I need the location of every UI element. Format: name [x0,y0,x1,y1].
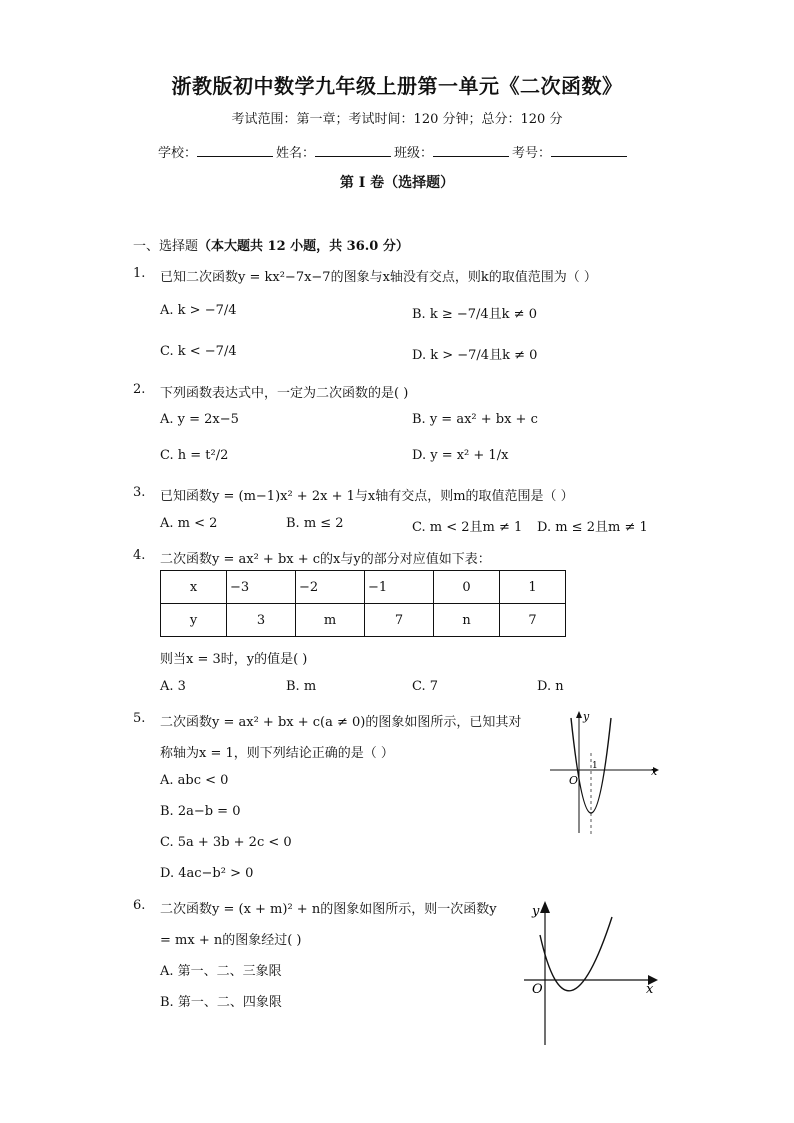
table-row [161,604,566,637]
y-axis-arrow-icon [576,711,582,718]
field-school [158,142,275,161]
q3-option-d: D. m ≤ 2且m ≠ 1 [537,520,648,535]
q1-option-c: C. k < −7/4 [160,344,237,359]
part-note: （本大题共 12 小题，共 36.0 分） [198,239,409,254]
q2-option-b: B. y = ax² + bx + c [412,412,538,427]
question-number: 5. [133,711,146,726]
q4-option-d: D. n [537,679,564,694]
q1-option-a: A. k > −7/4 [160,303,237,318]
field-class-label: 班级： [394,146,434,161]
q3-option-b: B. m ≤ 2 [286,516,344,531]
q4-followup: 则当x = 3时，y的值是( ) [160,652,308,667]
x-axis-label: x [646,982,654,997]
question-number: 2. [133,382,146,397]
origin-label: O [532,982,543,997]
q6-option-b: B. 第一、二、四象限 [160,995,282,1010]
question-number: 3. [133,485,146,500]
table-cell: 0 [434,571,500,604]
q5-option-c: C. 5a + 3b + 2c < 0 [160,835,292,850]
tick-label: 1 [592,761,598,771]
value-table [160,570,566,637]
page-title: 浙教版初中数学九年级上册第一单元《二次函数》 [171,74,623,98]
q6-parabola-graph [522,895,662,1050]
table-cell: m [296,604,365,637]
q3-option-c: C. m < 2且m ≠ 1 [412,520,523,535]
q5-option-a: A. abc < 0 [160,773,229,788]
table-cell: 7 [500,604,566,637]
question-1-text: 已知二次函数y = kx²−7x−7的图象与x轴没有交点，则k的取值范围为（ ） [160,270,597,285]
exam-info: 考试范围：第一章；考试时间：120 分钟；总分：120 分 [231,112,563,127]
question-number: 6. [133,898,146,913]
table-cell: 1 [500,571,566,604]
q4-option-b: B. m [286,679,317,694]
table-cell: −2 [296,571,365,604]
question-6-line1: 二次函数y = (x + m)² + n的图象如图所示，则一次函数y [160,902,497,917]
volume-heading: 第 I 卷（选择题） [339,175,455,191]
table-cell: −1 [365,571,434,604]
field-class [394,142,511,161]
question-3-text: 已知函数y = (m−1)x² + 2x + 1与x轴有交点，则m的取值范围是（ ） [160,489,574,504]
field-school-blank [197,144,273,157]
table-cell: x [161,571,227,604]
question-number: 4. [133,548,146,563]
q1-option-d: D. k > −7/4且k ≠ 0 [412,348,538,363]
table-cell: 3 [227,604,296,637]
field-school-label: 学校： [158,146,198,161]
q5-option-d: D. 4ac−b² > 0 [160,866,254,881]
field-name-blank [315,144,391,157]
part-label: 一、选择题 [133,239,199,254]
field-id [512,142,629,161]
q3-option-a: A. m < 2 [160,516,218,531]
q5-option-b: B. 2a−b = 0 [160,804,241,819]
q4-option-a: A. 3 [160,679,186,694]
x-axis-label: x [651,765,658,778]
q4-option-c: C. 7 [412,679,439,694]
table-cell: n [434,604,500,637]
q2-option-a: A. y = 2x−5 [160,412,239,427]
table-row [161,571,566,604]
q6-option-a: A. 第一、二、三象限 [160,964,282,979]
field-class-blank [433,144,509,157]
q2-option-d: D. y = x² + 1/x [412,448,509,463]
question-2-text: 下列函数表达式中，一定为二次函数的是( ) [160,386,409,401]
question-5-line1: 二次函数y = ax² + bx + c(a ≠ 0)的图象如图所示，已知其对 [160,715,522,730]
field-id-label: 考号： [512,146,552,161]
q2-option-c: C. h = t²/2 [160,448,229,463]
field-name [276,142,393,161]
question-4-text: 二次函数y = ax² + bx + c的x与y的部分对应值如下表： [160,552,491,567]
question-6-line2: = mx + n的图象经过( ) [160,933,302,948]
y-axis-label: y [532,904,540,919]
table-cell: 7 [365,604,434,637]
field-name-label: 姓名： [276,146,316,161]
question-5-line2: 称轴为x = 1，则下列结论正确的是（ ） [160,746,394,761]
question-number: 1. [133,266,146,281]
q5-parabola-graph [545,708,665,838]
field-id-blank [551,144,627,157]
table-cell: −3 [227,571,296,604]
y-axis-label: y [583,710,590,723]
y-axis-arrow-icon [540,901,550,913]
q1-option-b: B. k ≥ −7/4且k ≠ 0 [412,307,537,322]
table-cell: y [161,604,227,637]
part-heading [133,235,409,254]
origin-label: O [569,774,579,787]
